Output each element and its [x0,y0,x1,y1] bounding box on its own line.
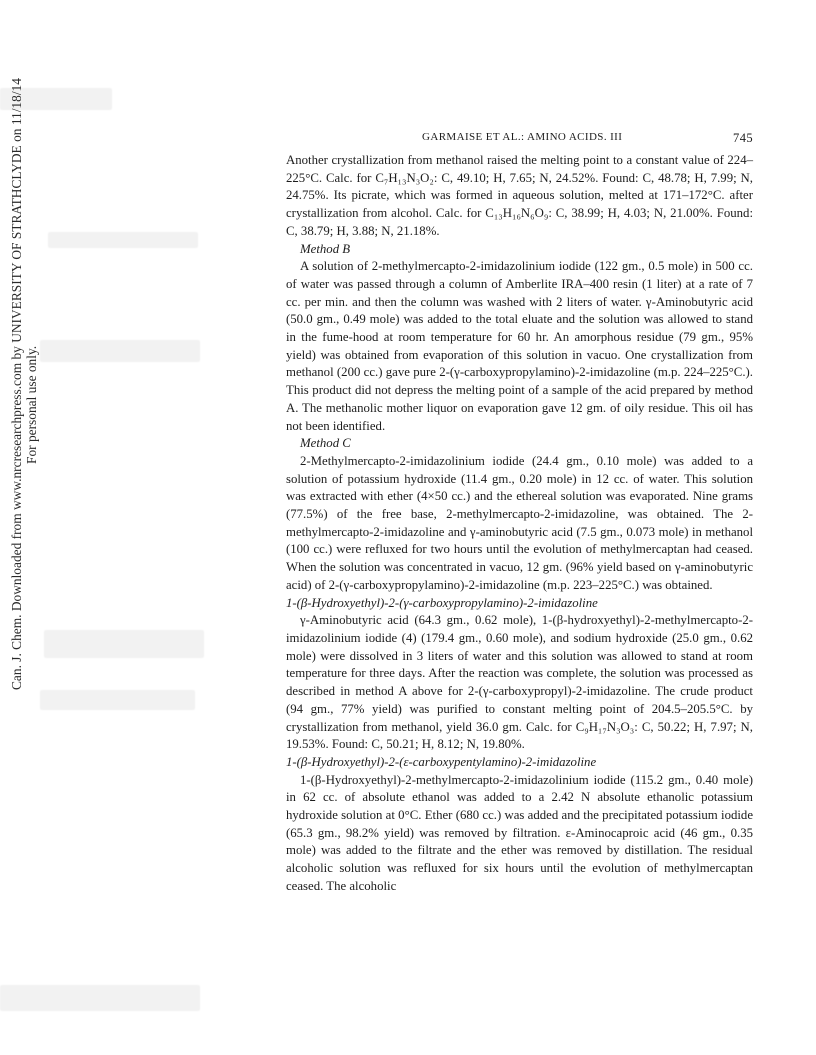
scan-smudge [40,690,195,710]
method-c-heading: Method C [300,436,351,451]
scan-smudge [48,232,198,248]
download-watermark [9,78,39,690]
watermark-line-2: For personal use only. [24,345,39,464]
running-title: GARMAISE ET AL.: AMINO ACIDS. III [422,131,623,143]
article-body [286,152,753,896]
paragraph: γ-Aminobutyric acid (64.3 gm., 0.62 mole), 1-(β-hydroxyethyl)-2-methylmercapto-2-imidazolinium iodide (4) (179.4 gm., 0.60 mole), and sodium hydroxide (25.0 gm., 0.62 mole) were dissolved in 3 liters of water and this solution was allowed to stand at room temperature for three days. After the reaction was complete, the solution was processed as described in method A above for 2-(γ-carboxypropyl)-2-imidazoline. The crude product (94 gm., 77% yield) was purified to constant melting point of 204.5–205.5°C. by crystallization from methanol, yield 36.0 gm. Calc. for C₉H₁₇N₃O₃: C, 50.22; H, 7.97; N, 19.53%. Found: C, 50.21; H, 8.12; N, 19.80%. [286,613,753,752]
paragraph: A solution of 2-methylmercapto-2-imidazolinium iodide (122 gm., 0.5 mole) in 500 cc. of water was passed through a column of Amberlite IRA–400 resin (1 liter) at a rate of 7 cc. per min. and then the column was washed with 2 liters of water. γ-Aminobutyric acid (50.0 gm., 0.49 mole) was added to the total eluate and the solution was allowed to stand in the fume-hood at room temperature for 60 hr. An amorphous residue (79 gm., 95% yield) was obtained from evaporation of this solution in vacuo. One crystallization from methanol (200 cc.) gave pure 2-(γ-carboxypropylamino)-2-imidazoline (m.p. 224–225°C.). This product did not depress the melting point of a sample of the acid prepared by method A. The methanolic mother liquor on evaporation gave 12 gm. of oily residue. This oil has not been identified. [286,259,753,433]
page-number: 745 [733,131,753,145]
section-heading: 1-(β-Hydroxyethyl)-2-(ε-carboxypentylamino)-2-imidazoline [286,754,597,769]
scan-smudge [0,985,200,1011]
scan-smudge [40,340,200,362]
paragraph: Another crystallization from methanol raised the melting point to a constant value of 224–225°C. Calc. for C₇H₁₃N₃O₂: C, 49.10; H, 7.65; N, 24.52%. Found: C, 48.78; H, 7.99; N, 24.75%. Its picrate, which was formed in aqueous solution, melted at 171–172°C. after crystallization from alcohol. Calc. for C₁₃H₁₆N₆O₉: C, 38.99; H, 4.03; N, 21.00%. Found: C, 38.79; H, 3.88; N, 21.18%. [286,153,753,238]
paragraph: 1-(β-Hydroxyethyl)-2-methylmercapto-2-imidazolinium iodide (115.2 gm., 0.40 mole) in 62 cc. of absolute ethanol was added to a 2.42 N absolute ethanolic potassium hydroxide solution at 0°C. Ether (680 cc.) was added and the precipitated potassium iodide (65.3 gm., 98.2% yield) was removed by filtration. ε-Aminocaproic acid (46 gm., 0.35 mole) was added to the filtrate and the ether was removed by distillation. The residual alcoholic solution was refluxed for six hours until the evolution of methylmercaptan ceased. The alcoholic [286,772,753,893]
scan-smudge [44,630,204,658]
paragraph: 2-Methylmercapto-2-imidazolinium iodide (24.4 gm., 0.10 mole) was added to a solution of potassium hydroxide (11.4 gm., 0.20 mole) in 12 cc. of water. This solution was extracted with ether (4×50 cc.) and the ethereal solution was evaporated. Nine grams (77.5%) of the free base, 2-methylmercapto-2-imidazoline, was obtained. The 2-methylmercapto-2-imidazoline and γ-aminobutyric acid (7.5 gm., 0.073 mole) in methanol (100 cc.) were refluxed for two hours until the evolution of methylmercaptan had ceased. When the solution was concentrated in vacuo, 12 gm. (96% yield based on γ-aminobutyric acid) of 2-(γ-carboxypropylamino)-2-imidazoline (m.p. 223–225°C.) was obtained. [286,453,753,592]
watermark-line-1: Can. J. Chem. Downloaded from www.nrcresearchpress.com by UNIVERSITY OF STRATHCLYDE on 11/18/14 [9,78,24,690]
method-b-heading: Method B [300,241,351,256]
section-heading: 1-(β-Hydroxyethyl)-2-(γ-carboxypropylamino)-2-imidazoline [286,595,598,610]
